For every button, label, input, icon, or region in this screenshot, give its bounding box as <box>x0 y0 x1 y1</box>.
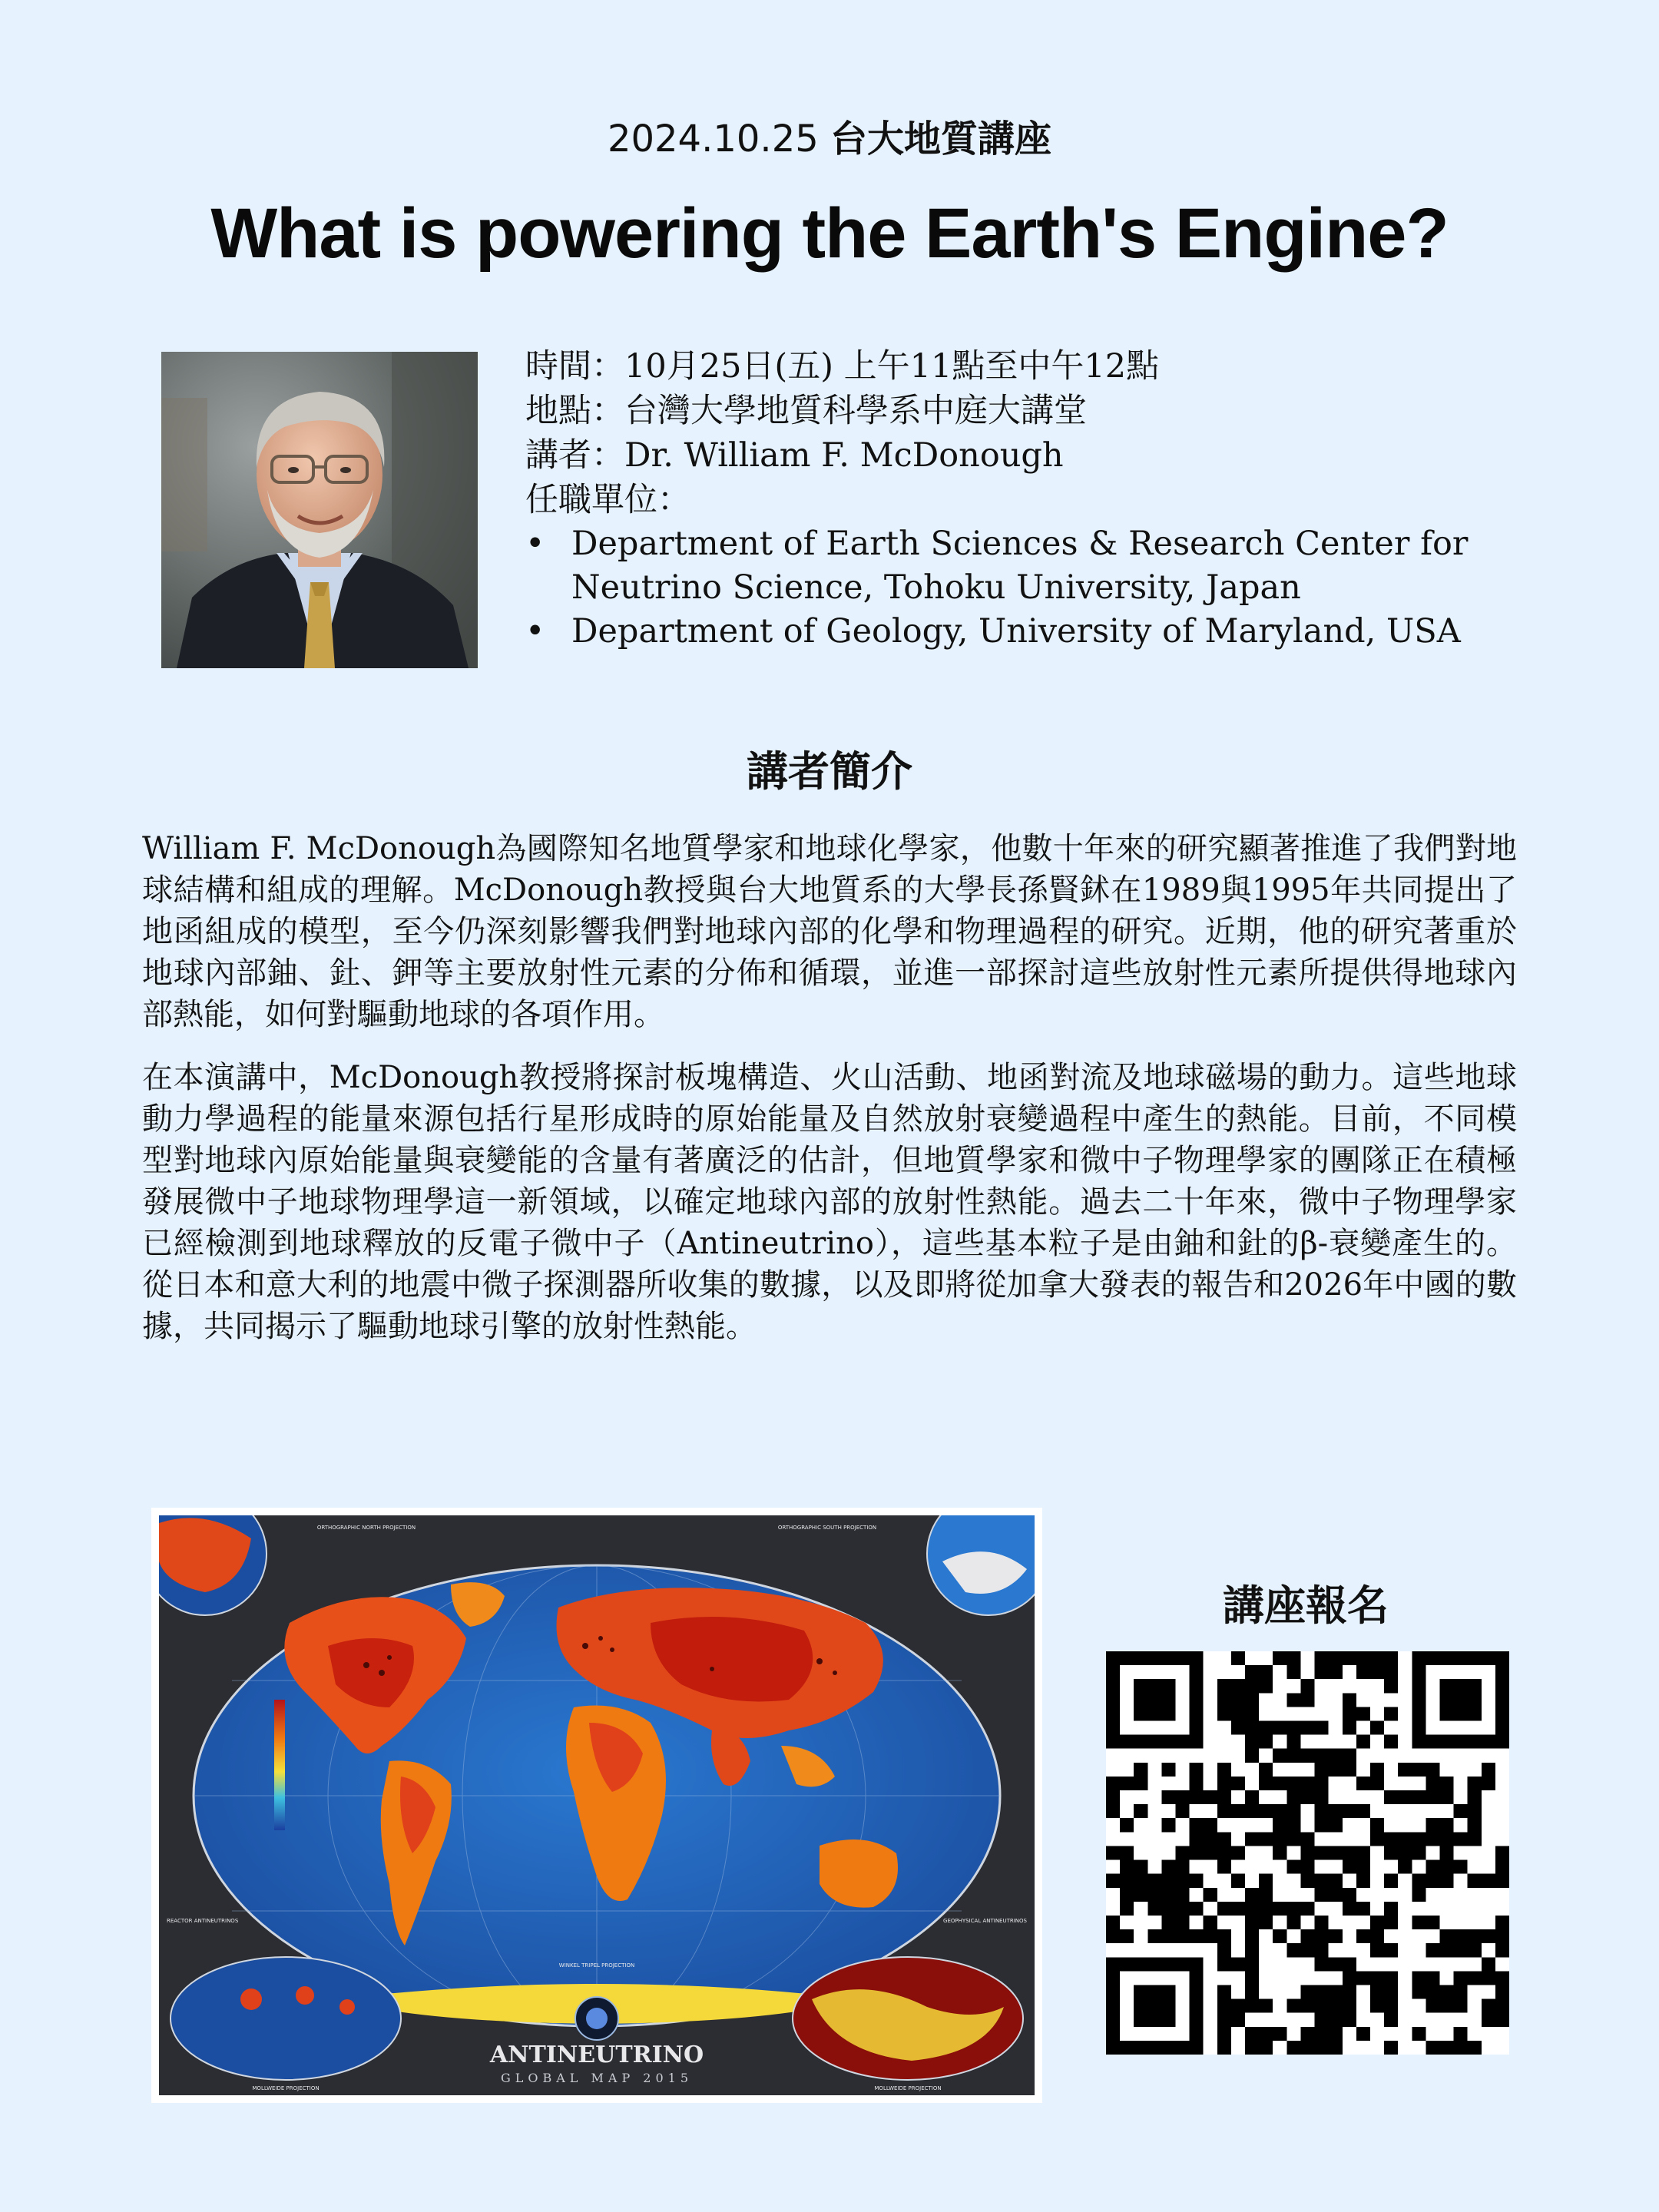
qr-code-icon <box>1106 1651 1509 2055</box>
affiliation-list <box>525 522 1547 654</box>
lecture-location: 地點：台灣大學地質科學系中庭大講堂 <box>525 392 1087 430</box>
affiliation-line: Department of Earth Sciences & Research Center for <box>571 525 1469 563</box>
map-label-north: ORTHOGRAPHIC NORTH PROJECTION <box>316 1525 416 1531</box>
affiliation-item <box>525 522 1547 610</box>
lecture-title: What is powering the Earth's Engine? <box>210 194 1449 273</box>
lecture-date: 2024.10.25 <box>607 118 819 161</box>
map-caption-sub: GLOBAL MAP 2015 <box>500 2071 694 2085</box>
lecture-speaker: 講者：Dr. William F. McDonough <box>525 436 1064 475</box>
speaker-bio-heading: 講者簡介 <box>747 747 912 796</box>
lecture-time: 時間：10月25日(五) 上午11點至中午12點 <box>525 347 1160 386</box>
registration-heading: 講座報名 <box>1223 1581 1389 1630</box>
map-label-south: ORTHOGRAPHIC SOUTH PROJECTION <box>777 1525 877 1531</box>
registration-qr-code[interactable] <box>1106 1651 1509 2055</box>
map-label-mollweide-left: MOLLWEIDE PROJECTION <box>252 2085 320 2091</box>
map-caption-main: ANTINEUTRINO <box>489 2041 704 2068</box>
bio-paragraph: William F. McDonough為國際知名地質學家和地球化學家，他數十年來的研究顯著推進了我們對地球結構和組成的理解。McDonough教授與台大地質系的大學長孫賢鉥在1989與1995年共同提出了地函組成的模型，至今仍深刻影響我們對地球內部的化學和物理過程的研究。近期，他的研究著重於地球內部鈾、釷、鉀等主要放射性元素的分佈和循環，並進一部探討這些放射性元素所提供得地球內部熱能，如何對驅動地球的各項作用。 <box>142 831 1517 1032</box>
world-map-icon <box>159 1515 1035 2095</box>
speaker-photo <box>161 352 478 668</box>
antineutrino-map-figure <box>151 1508 1042 2103</box>
affiliation-line: Neutrino Science, Tohoku University, Japan <box>571 568 1301 607</box>
bio-paragraph: 在本演講中，McDonough教授將探討板塊構造、火山活動、地函對流及地球磁場的動力。這些地球動力學過程的能量來源包括行星形成時的原始能量及自然放射衰變過程中產生的熱能。目前，不同模型對地球內原始能量與衰變能的含量有著廣泛的估計，但地質學家和微中子物理學家的團隊正在積極發展微中子地球物理學這一新領域，以確定地球內部的放射性熱能。過去二十年來，微中子物理學家已經檢測到地球釋放的反電子微中子（Antineutrino），這些基本粒子是由鈾和釷的β-衰變產生的。從日本和意大利的地震中微子探測器所收集的數據，以及即將從加拿大發表的報告和2026年中國的數據，共同揭示了驅動地球引擎的放射性熱能。 <box>142 1060 1517 1344</box>
lecture-details <box>525 344 1547 654</box>
bullet-marker: • <box>525 525 545 563</box>
affiliation-line: Department of Geology, University of Maryland, USA <box>571 612 1461 651</box>
affiliation-label: 任職單位： <box>525 481 690 519</box>
affiliation-item <box>525 610 1547 654</box>
speaker-portrait-icon <box>161 352 478 668</box>
map-label-mollweide-right: MOLLWEIDE PROJECTION <box>874 2085 942 2091</box>
speaker-bio <box>142 828 1517 1369</box>
map-label-geo: GEOPHYSICAL ANTINEUTRINOS <box>943 1918 1027 1924</box>
bullet-marker: • <box>525 612 545 651</box>
map-label-winkel: WINKEL TRIPEL PROJECTION <box>558 1962 635 1969</box>
lecture-series-name: 台大地質講座 <box>830 118 1052 161</box>
lecture-series-header <box>0 109 1659 162</box>
map-label-reactor: REACTOR ANTINEUTRINOS <box>167 1918 239 1924</box>
